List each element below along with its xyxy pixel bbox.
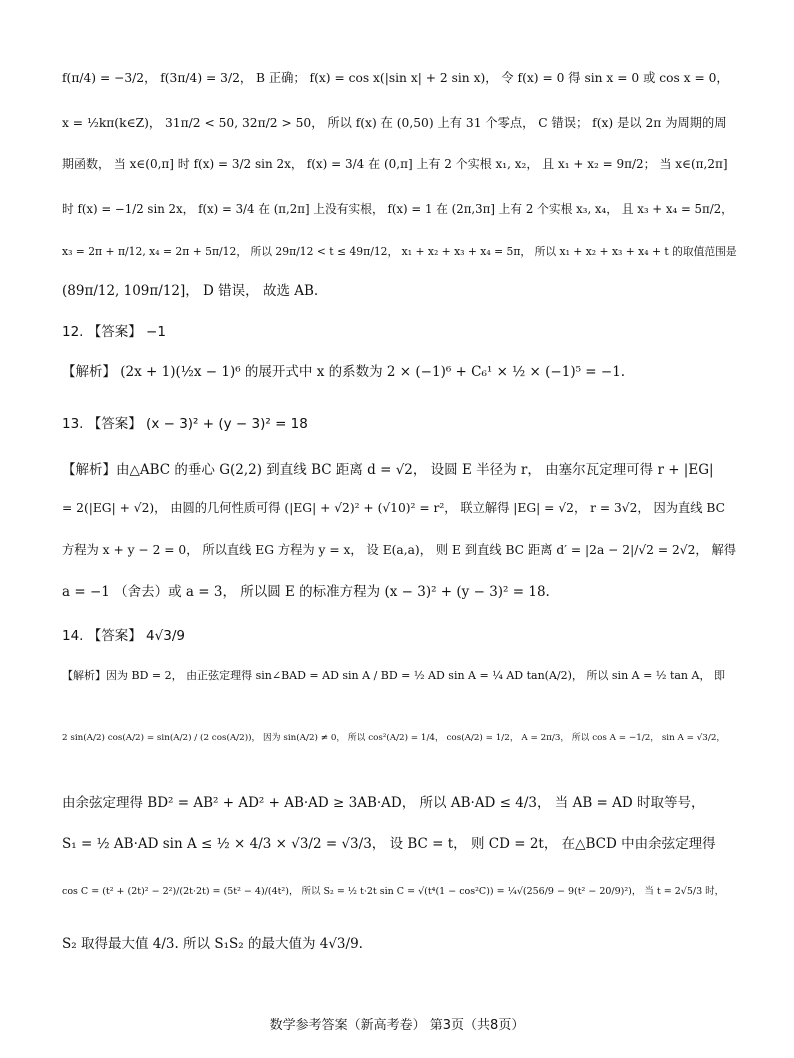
q14-solution-line-5: cos C = (t² + (2t)² − 2²)/(2t·2t) = (5t² − 4)/(4t²)， 所以 S₂ = ½ t·2t sin C = √(t⁴(1 − cos²C)) = ¼√(256/9 − 9(t² − 20/9)²)， 当 t = 2√5/3 时， [62, 886, 725, 897]
q14-solution-line-4: S₁ = ½ AB·AD sin A ≤ ½ × 4/3 × √3/2 = √3/3， 设 BC = t， 则 CD = 2t， 在△BCD 中由余弦定理得 [62, 836, 716, 852]
q11-solution-line-5: x₃ = 2π + π/12, x₄ = 2π + 5π/12， 所以 29π/12 < t ≤ 49π/12， x₁ + x₂ + x₃ + x₄ = 5π， 所以 x₁ + x₂ + x₃ + x₄ + t 的取值范围是 [62, 245, 737, 258]
q14-solution-line-2: 2 sin(A/2) cos(A/2) = sin(A/2) / (2 cos(A/2))， 因为 sin(A/2) ≠ 0， 所以 cos²(A/2) = 1/4， cos(A/2) = 1/2， A = 2π/3， 所以 cos A = −1/2， sin A = √3/2， [62, 733, 726, 743]
q11-solution-line-4: 时 f(x) = −1/2 sin 2x， f(x) = 3/4 在 (π,2π] 上没有实根， f(x) = 1 在 (2π,3π] 上有 2 个实根 x₃, x₄， 且 x₃ + x₄ = 5π/2， [62, 202, 733, 216]
q13-solution-line-2: = 2(|EG| + √2)， 由圆的几何性质可得 (|EG| + √2)² + (√10)² = r²， 联立解得 |EG| = √2， r = 3√2， 因为直线 BC [62, 501, 726, 515]
q13-answer: 13. 【答案】 (x − 3)² + (y − 3)² = 18 [62, 416, 308, 432]
page-footer: 数学参考答案（新高考卷） 第3页（共8页） [269, 1018, 525, 1033]
q12-solution: 【解析】 (2x + 1)(½x − 1)⁶ 的展开式中 x 的系数为 2 × (−1)⁶ + C₆¹ × ½ × (−1)⁵ = −1. [62, 364, 626, 380]
q14-solution-line-1: 【解析】因为 BD = 2， 由正弦定理得 sin∠BAD = AD sin A / BD = ½ AD sin A = ¼ AD tan(A/2)， 所以 sin A = ½ tan A， 即 [62, 669, 725, 682]
q11-solution-line-2: x = ½kπ(k∈Z)， 31π/2 < 50, 32π/2 > 50， 所以 f(x) 在 (0,50) 上有 31 个零点， C 错误； f(x) 是以 2π 为周期的周 [62, 116, 727, 130]
q12-answer: 12. 【答案】 −1 [62, 324, 166, 340]
q14-answer: 14. 【答案】 4√3/9 [62, 628, 185, 644]
q11-solution-line-6: (89π/12, 109π/12]， D 错误， 故选 AB. [62, 283, 319, 299]
q11-solution-line-3: 期函数， 当 x∈(0,π] 时 f(x) = 3/2 sin 2x， f(x) = 3/4 在 (0,π] 上有 2 个实根 x₁, x₂， 且 x₁ + x₂ = 9π/2； 当 x∈(π,2π] [62, 157, 728, 171]
q11-solution-line-1: f(π/4) = −3/2， f(3π/4) = 3/2， B 正确； f(x) = cos x(|sin x| + 2 sin x)， 令 f(x) = 0 得 sin x = 0 或 cos x = 0， [62, 71, 729, 85]
q13-solution-line-3: 方程为 x + y − 2 = 0， 所以直线 EG 方程为 y = x， 设 E(a,a)， 则 E 到直线 BC 距离 d′ = |2a − 2|/√2 = 2√2， 解得 [62, 543, 737, 557]
q13-solution-line-4: a = −1 （舍去）或 a = 3， 所以圆 E 的标准方程为 (x − 3)² + (y − 3)² = 18. [62, 584, 550, 600]
q14-solution-line-3: 由余弦定理得 BD² = AB² + AD² + AB·AD ≥ 3AB·AD， 所以 AB·AD ≤ 4/3， 当 AB = AD 时取等号， [62, 795, 705, 811]
q13-solution-line-1: 【解析】由△ABC 的垂心 G(2,2) 到直线 BC 距离 d = √2， 设圆 E 半径为 r， 由塞尔瓦定理可得 r + |EG| [62, 462, 714, 478]
q14-solution-line-6: S₂ 取得最大值 4/3. 所以 S₁S₂ 的最大值为 4√3/9. [62, 936, 363, 952]
